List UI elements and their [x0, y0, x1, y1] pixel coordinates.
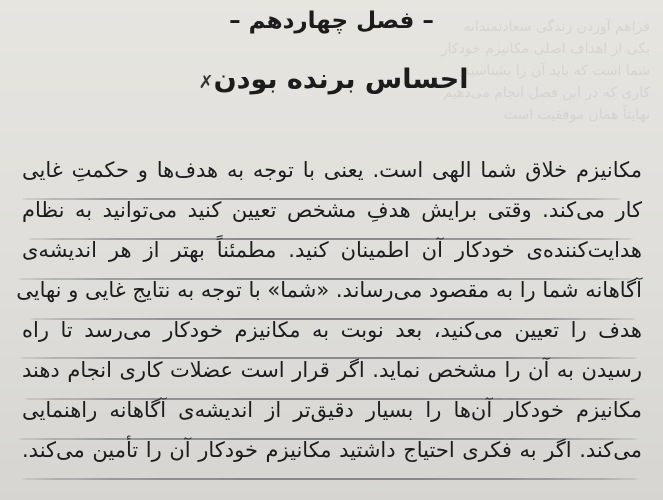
pencil-underline: [18, 278, 633, 280]
pen-mark-icon: ✗: [198, 72, 214, 93]
pencil-underline: [28, 238, 633, 240]
chapter-heading: – فصل چهاردهم –: [229, 8, 434, 34]
bleed-line: کاری که در این فصل انجام می‌دهیم: [443, 85, 650, 101]
bleed-line: نهایتاً همان موفقیت است: [503, 107, 650, 123]
bleed-line: یکی از اهداف اصلی مکانیزم خودکار: [440, 41, 650, 57]
bleed-line: شما است که باید آن را بشناسید: [463, 63, 650, 79]
text-line: رسیدن به آن را مشخص نماید. اگر قرار است عضلات کاری انجام دهند: [22, 358, 642, 382]
text-line: هدایت‌کننده‌ی خودکار آن اطمینان کنید. مطمئناً بهتر از هر اندیشه‌ی: [22, 238, 642, 262]
text-line: مکانیزم خودکار آن‌ها را بسیار دقیق‌تر از اندیشه‌ی آگاهانه راهنمایی: [22, 398, 642, 422]
pencil-underline: [30, 318, 636, 320]
text-line: هدف را تعیین می‌کنید، بعد نوبت به مکانیزم خودکار می‌رسد تا راه: [22, 318, 642, 342]
pencil-underline: [20, 357, 638, 359]
text-line: می‌کند. اگر به فکری احتیاج داشتید مکانیزم خودکار آن را تأمین می‌کند.: [22, 438, 642, 462]
text-line: مکانیزم خلاق شما الهی است. یعنی با توجه به هدف‌ها و حکمتِ غایی: [22, 158, 642, 182]
pencil-underline: [22, 478, 638, 480]
pencil-underline: [18, 438, 638, 440]
title-text: احساس برنده بودن: [213, 64, 469, 95]
text-line: آگاهانه شما را به مقصود می‌رساند. «شما» با توجه به نتایج غایی و نهایی: [16, 278, 642, 302]
pencil-underline: [22, 198, 622, 200]
pencil-underline: [24, 398, 636, 400]
text-line: کار می‌کند. وقتی برایش هدفِ مشخص تعیین کنید می‌توانید به نظام: [22, 198, 642, 222]
bleed-line: فراهم آوردن زندگی سعادتمندانه: [463, 19, 650, 35]
chapter-title: [0, 64, 663, 95]
